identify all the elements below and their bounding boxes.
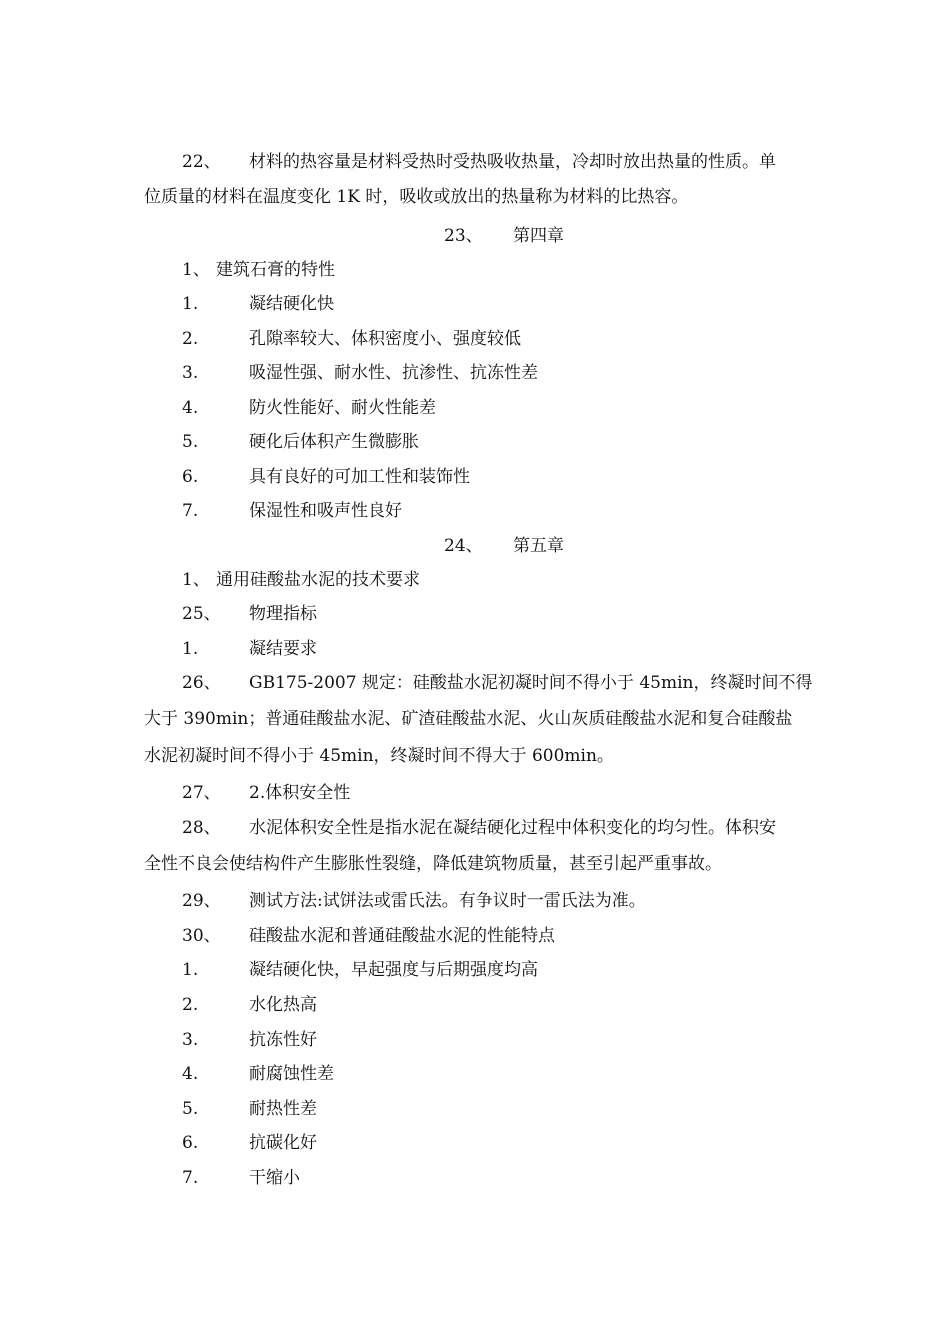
section-title: 建筑石膏的特性: [216, 260, 335, 280]
item-number: 23、: [444, 226, 483, 246]
item-text: 凝结硬化快: [249, 294, 334, 314]
item-number: 29、: [182, 891, 221, 911]
item-text: 保湿性和吸声性良好: [249, 501, 402, 521]
item-text: 耐热性差: [249, 1099, 317, 1119]
item-text: 凝结要求: [249, 639, 317, 659]
item-number: 1、: [182, 260, 210, 280]
item-text: 孔隙率较大、体积密度小、强度较低: [249, 329, 521, 349]
item-text: 凝结硬化快，早起强度与后期强度均高: [249, 960, 538, 980]
item-number: 6.: [182, 1133, 199, 1153]
item-number: 22、: [182, 152, 221, 172]
chapter-title: 第五章: [513, 536, 564, 556]
item-text: 硬化后体积产生微膨胀: [249, 432, 419, 452]
paragraph-text: 大于 390min；普通硅酸盐水泥、矿渣硅酸盐水泥、火山灰质硅酸盐水泥和复合硅酸盐: [144, 709, 793, 729]
item-number: 24、: [444, 536, 483, 556]
paragraph-text: 硅酸盐水泥和普通硅酸盐水泥的性能特点: [249, 926, 555, 946]
item-number: 2.: [182, 329, 199, 349]
item-text: 耐腐蚀性差: [249, 1064, 334, 1084]
item-text: 水化热高: [249, 995, 317, 1015]
paragraph-text: 位质量的材料在温度变化 1K 时，吸收或放出的热量称为材料的比热容。: [144, 187, 689, 207]
item-number: 3.: [182, 1030, 199, 1050]
item-number: 30、: [182, 926, 221, 946]
paragraph-text: 物理指标: [249, 604, 317, 624]
paragraph-text: 材料的热容量是材料受热时受热吸收热量，冷却时放出热量的性质。单: [249, 152, 776, 172]
section-title: 通用硅酸盐水泥的技术要求: [216, 570, 420, 590]
paragraph-text: 全性不良会使结构件产生膨胀性裂缝，降低建筑物质量，甚至引起严重事故。: [144, 854, 722, 874]
item-number: 28、: [182, 818, 221, 838]
item-number: 26、: [182, 673, 221, 693]
paragraph-text: 水泥初凝时间不得小于 45min，终凝时间不得大于 600min。: [144, 746, 614, 766]
item-number: 3.: [182, 363, 199, 383]
paragraph-text: 水泥体积安全性是指水泥在凝结硬化过程中体积变化的均匀性。体积安: [249, 818, 776, 838]
item-number: 1.: [182, 960, 199, 980]
item-number: 2.: [182, 995, 199, 1015]
item-text: 干缩小: [249, 1168, 300, 1188]
item-number: 1.: [182, 294, 199, 314]
item-text: 抗冻性好: [249, 1030, 317, 1050]
paragraph-text: 测试方法:试饼法或雷氏法。有争议时一雷氏法为准。: [249, 891, 646, 911]
item-number: 5.: [182, 1099, 199, 1119]
chapter-title: 第四章: [513, 226, 564, 246]
item-text: 具有良好的可加工性和装饰性: [249, 467, 470, 487]
item-number: 7.: [182, 501, 199, 521]
item-number: 1、: [182, 570, 210, 590]
item-number: 25、: [182, 604, 221, 624]
item-text: 防火性能好、耐火性能差: [249, 398, 436, 418]
item-number: 5.: [182, 432, 199, 452]
paragraph-text: 2.体积安全性: [249, 783, 351, 803]
item-number: 4.: [182, 398, 199, 418]
item-number: 7.: [182, 1168, 199, 1188]
item-number: 4.: [182, 1064, 199, 1084]
item-number: 1.: [182, 639, 199, 659]
paragraph-text: GB175-2007 规定：硅酸盐水泥初凝时间不得小于 45min，终凝时间不得: [249, 673, 813, 693]
item-text: 抗碳化好: [249, 1133, 317, 1153]
item-number: 6.: [182, 467, 199, 487]
item-number: 27、: [182, 783, 221, 803]
item-text: 吸湿性强、耐水性、抗渗性、抗冻性差: [249, 363, 538, 383]
